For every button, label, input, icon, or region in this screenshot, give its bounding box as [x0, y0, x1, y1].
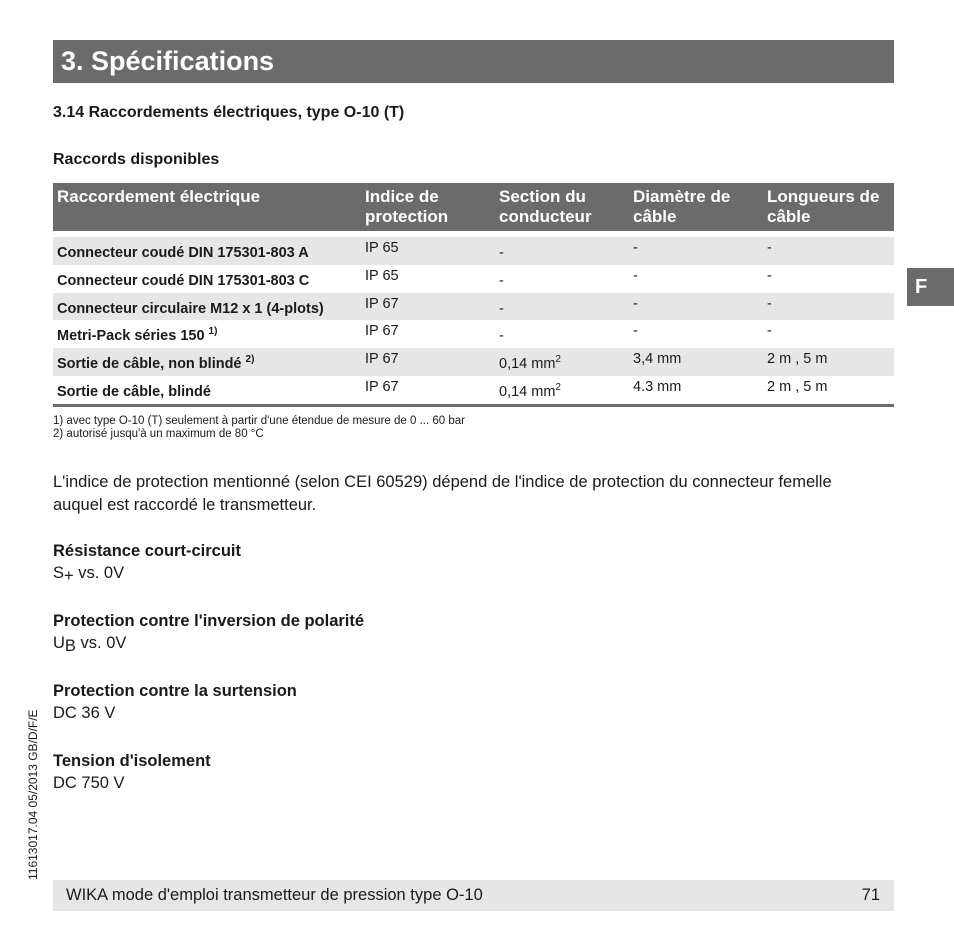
- table-row: [53, 348, 894, 376]
- cell-protection: IP 65: [365, 267, 399, 284]
- table-row: [53, 237, 894, 265]
- spec-label: Résistance court-circuit: [53, 542, 241, 560]
- spec-overvoltage: [53, 680, 297, 724]
- footnote-1: 1) avec type O-10 (T) seulement à partir d'une étendue de mesure de 0 ... 60 bar: [53, 415, 465, 427]
- table-row: [53, 265, 894, 293]
- cell-length: 2 m , 5 m: [763, 376, 894, 405]
- cell-length: -: [763, 293, 894, 321]
- page-number: 71: [861, 886, 880, 904]
- header-section: Section du conducteur: [495, 183, 629, 231]
- section-title: 3. Spécifications: [61, 46, 275, 76]
- cell-connection: Sortie de câble, non blindé $^{2)}$: [53, 348, 361, 376]
- cell-section: -: [499, 272, 504, 289]
- section-header: [53, 40, 894, 83]
- table-row: [53, 376, 894, 405]
- cell-diameter: 3,4 mm: [629, 348, 763, 376]
- spec-value: $S_+$ vs. 0V: [53, 564, 125, 585]
- cell-protection: IP 67: [365, 323, 399, 340]
- footnotes: [53, 415, 465, 441]
- cell-protection: IP 67: [361, 293, 495, 321]
- spec-value: DC 36 V: [53, 704, 116, 722]
- header-diameter: Diamètre de câble: [629, 183, 763, 231]
- cell-section: -: [495, 237, 629, 265]
- table-row: [53, 293, 894, 321]
- language-tab: F: [907, 268, 954, 306]
- spec-value: DC 750 V: [53, 774, 125, 792]
- footnote-ref: 2): [245, 354, 255, 366]
- header-protection: Indice de protection: [361, 183, 495, 231]
- cell-diameter: -: [629, 293, 763, 321]
- cell-length: -: [763, 237, 894, 265]
- table-header-row: [53, 183, 894, 231]
- header-connection: Raccordement électrique: [53, 183, 361, 231]
- spec-reverse-polarity: [53, 610, 364, 654]
- spec-label: Protection contre l'inversion de polarité: [53, 612, 365, 630]
- footer-text: WIKA mode d'emploi transmetteur de pression type O-10: [66, 886, 483, 904]
- table-body: [53, 231, 894, 405]
- table-caption: Raccords disponibles: [53, 151, 220, 168]
- cell-length: -: [767, 267, 772, 284]
- spec-insulation: [53, 750, 211, 794]
- cell-protection: IP 67: [361, 348, 495, 376]
- cell-diameter: -: [633, 267, 638, 284]
- cell-protection: IP 65: [361, 237, 495, 265]
- cell-diameter: -: [629, 237, 763, 265]
- spec-short-circuit: [53, 540, 241, 584]
- spec-label: Tension d'isolement: [53, 752, 211, 770]
- connections-table: [53, 183, 894, 407]
- cell-connection: Connecteur coudé DIN 175301-803 A: [53, 237, 361, 265]
- cell-connection: Connecteur circulaire M12 x 1 (4-plots): [53, 293, 361, 321]
- footnote-2: 2) autorisé jusqu'à un maximum de 80 °C: [53, 428, 264, 440]
- footnote-ref: 1): [208, 326, 218, 338]
- cell-diameter: 4.3 mm: [629, 376, 763, 405]
- document-code: 11613017.04 05/2013 GB/D/F/E: [26, 709, 40, 880]
- cell-length: 2 m , 5 m: [763, 348, 894, 376]
- subsection-title: 3.14 Raccordements électriques, type O-10 (T): [53, 104, 405, 121]
- page-footer: [53, 880, 894, 911]
- cell-length: -: [767, 323, 772, 340]
- protection-paragraph: L'indice de protection mentionné (selon CEI 60529) dépend de l'indice de protection du connecteur femelle auquel est raccordé le transmetteur.: [53, 473, 832, 514]
- cell-connection: Sortie de câble, blindé: [53, 376, 361, 405]
- spec-label: Protection contre la surtension: [53, 682, 297, 700]
- cell-connection: Metri-Pack séries 150 $^{1)}$: [57, 326, 218, 345]
- cell-protection: IP 67: [361, 376, 495, 405]
- cell-diameter: -: [633, 323, 638, 340]
- cell-section: 0,14 $mm^2$: [495, 348, 629, 376]
- header-length: Longueurs de câble: [763, 183, 894, 231]
- table-row: [53, 320, 894, 348]
- cell-section: -: [499, 328, 504, 345]
- cell-section: 0,14 $mm^2$: [495, 376, 629, 405]
- cell-connection: Connecteur coudé DIN 175301-803 C: [57, 272, 310, 289]
- cell-section: -: [495, 293, 629, 321]
- spec-value: $U_B$ vs. 0V: [53, 634, 127, 655]
